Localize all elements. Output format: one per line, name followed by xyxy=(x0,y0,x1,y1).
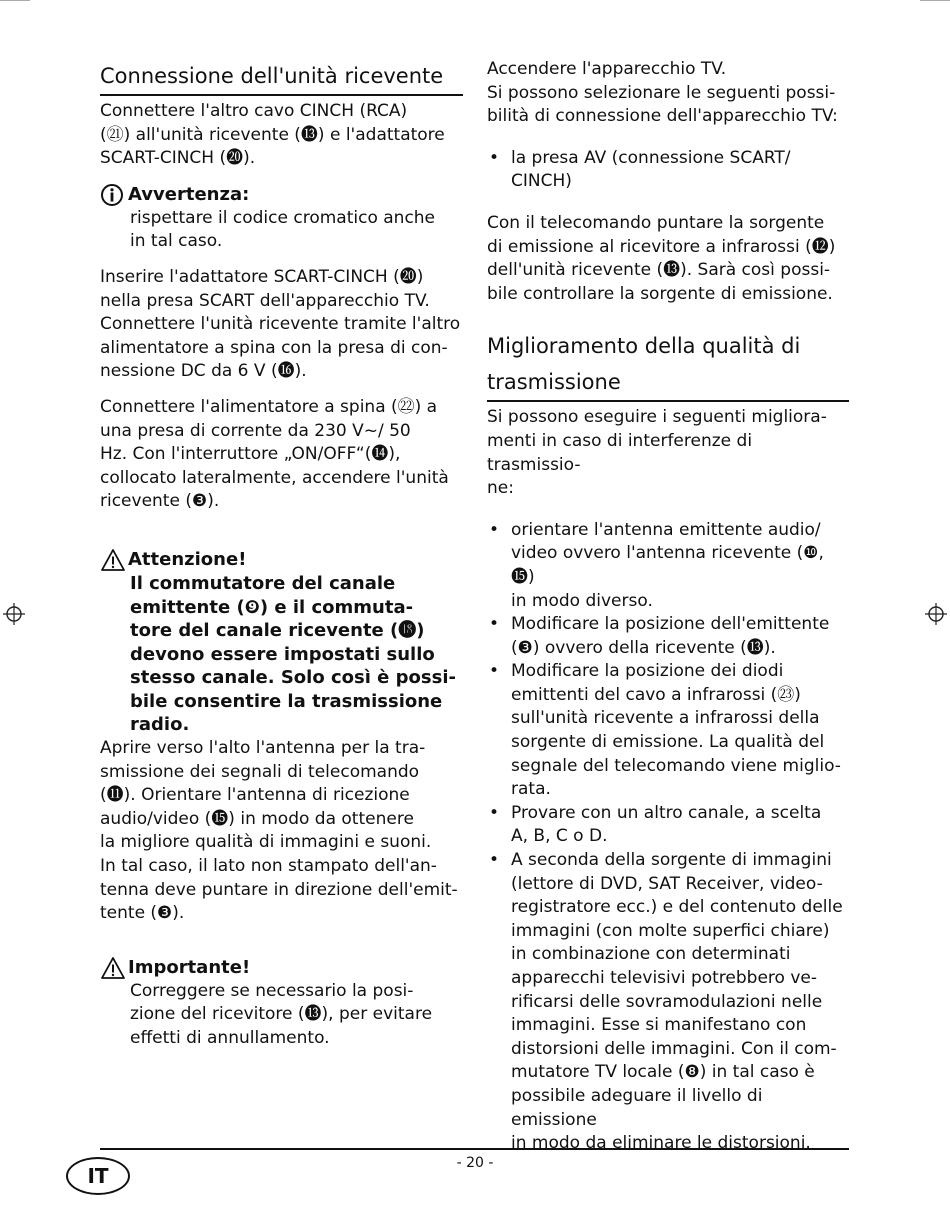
paragraph: Connettere l'altro cavo CINCH (RCA) (㉑) all'unità ricevente (⓭) e l'adattatore SCART-CINCH (⓴). xyxy=(100,101,445,169)
registration-mark-icon xyxy=(3,603,25,625)
info-icon xyxy=(100,183,126,207)
important-box: Importante! Correggere se necessario la posi- zione del ricevitore (⓭), per evitare effetti di annullamento. xyxy=(100,956,463,1051)
page-number: - 20 - xyxy=(456,1155,494,1171)
bullet-list xyxy=(487,147,849,194)
section-heading: Connessione dell'unità ricevente xyxy=(100,64,444,88)
note-title: Avvertenza: xyxy=(128,183,250,205)
paragraph: Accendere l'apparecchio TV. Si possono selezionare le seguenti possi- bilità di connessione dell'apparecchio TV: xyxy=(487,59,838,127)
list-item: • Provare con un altro canale, a scelta A, B, C o D. xyxy=(489,802,822,847)
warning-triangle-icon xyxy=(100,548,126,572)
list-item: • A seconda della sorgente di immagini (lettore di DVD, SAT Receiver, video- registratore ecc.) e del contenuto delle immagini (con molte superfici chiare) in combinazione con determinati apparecchi televisivi potrebbero ve- rificarsi delle sovramodulazioni nelle immagini. Esse si manifestano con distorsioni delle immagini. Con il com- mutatore TV locale (❽) in tal caso è possibile adeguare il livello di emissione in modo da eliminare le distorsioni. xyxy=(489,850,843,1154)
paragraph: Si possono eseguire i seguenti migliora- menti in caso di interferenze di trasmissio- ne: xyxy=(487,407,827,499)
note-box: Avvertenza: rispettare il codice cromatico anche in tal caso. xyxy=(100,183,463,254)
warning-title: Attenzione! xyxy=(128,548,247,570)
warning-box: Attenzione! Il commutatore del canale emittente (❾) e il commuta- tore del canale ricevente (⓲) devono essere impostati sullo stesso canale. Solo così è possi- bile consentire la trasmissione radio. xyxy=(100,548,463,737)
paragraph: Con il telecomando puntare la sorgente di emissione al ricevitore a infrarossi (⓬) dell'unità ricevente (⓭). Sarà così possi- bile controllare la sorgente di emissione. xyxy=(487,212,836,304)
footer-rule xyxy=(100,1148,849,1150)
list-item: • Modificare la posizione dei diodi emittenti del cavo a infrarossi (㉓) sull'unità ricevente a infrarossi della sorgente di emissione. La qualità del segnale del telecomando viene miglio- rata. xyxy=(489,661,841,800)
language-badge: IT xyxy=(66,1157,130,1195)
bullet-list xyxy=(487,519,849,1156)
warning-triangle-icon xyxy=(100,956,126,980)
paragraph: Aprire verso l'alto l'antenna per la tra- smissione dei segnali di telecomando (⓫). Orientare l'antenna di ricezione audio/video (⓯) in modo da ottenere la migliore qualità di immagini e suoni. In tal caso, il lato non stampato dell'an- tenna deve puntare in direzione dell'emit- tente (❸). xyxy=(100,738,458,924)
section-heading-rule xyxy=(100,58,463,96)
list-item: • la presa AV (connessione SCART/ CINCH) xyxy=(489,147,791,192)
list-item: • orientare l'antenna emittente audio/ video ovvero l'antenna ricevente (❿, ⓯) in modo diverso. xyxy=(489,519,824,611)
section-heading: Miglioramento della qualità di trasmissione xyxy=(487,334,801,395)
important-title: Importante! xyxy=(128,956,251,978)
list-item: • Modificare la posizione dell'emittente (❸) ovvero della ricevente (⓭). xyxy=(489,614,830,658)
paragraph: Inserire l'adattatore SCART-CINCH (⓴) nella presa SCART dell'apparecchio TV. Connettere l'unità ricevente tramite l'altro alimentatore a spina con la presa di con- nessione DC da 6 V (⓰). xyxy=(100,266,461,382)
section-heading-rule xyxy=(487,328,849,402)
registration-mark-icon xyxy=(925,603,947,625)
paragraph: Connettere l'alimentatore a spina (㉒) a una presa di corrente da 230 V~/ 50 Hz. Con l'interruttore „ON/OFF“(⓮), collocato lateralmente, accendere l'unità ricevente (❸). xyxy=(100,396,449,512)
left-column xyxy=(100,58,463,1051)
right-column xyxy=(487,58,849,1156)
